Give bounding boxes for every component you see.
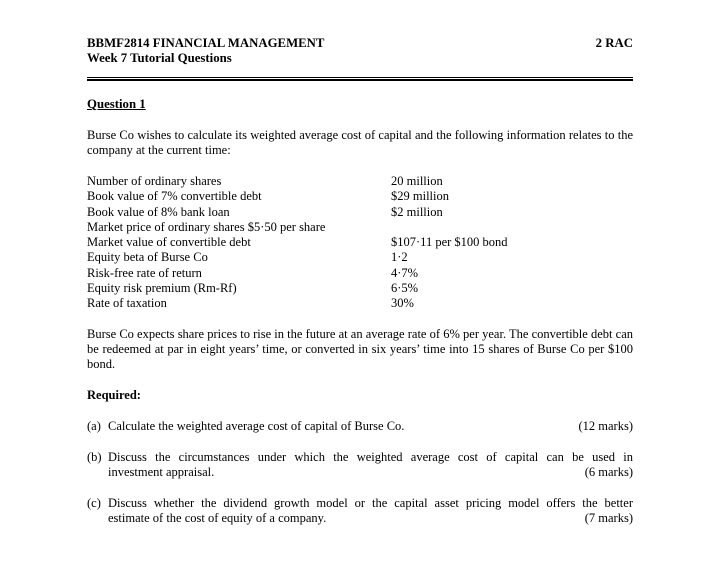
- fact-row: [87, 205, 633, 220]
- fact-row: [87, 220, 633, 235]
- fact-label: Equity risk premium (Rm-Rf): [87, 281, 237, 296]
- share-price-expectation: Burse Co expects share prices to rise in the future at an average rate of 6% per year. The convertible debt can be redeemed at par in eight years’ time, or converted in six years’ time into 15 shares of Burse Co per $100 bond.: [87, 327, 633, 371]
- fact-value: $2 million: [391, 204, 443, 219]
- part-text-line1: Discuss whether the dividend growth model or the capital asset pricing model offers the better: [108, 496, 633, 510]
- fact-row: [87, 296, 633, 311]
- fact-label: Book value of 8% bank loan: [87, 204, 230, 219]
- fact-value: $107·11 per $100 bond: [391, 235, 508, 250]
- part-text-line2: estimate of the cost of equity of a company.: [108, 511, 327, 525]
- fact-row: [87, 235, 633, 250]
- fact-label: Book value of 7% convertible debt: [87, 189, 262, 204]
- question-title: Question 1: [87, 97, 146, 111]
- fact-row: [87, 266, 633, 281]
- fact-value: 1·2: [391, 250, 408, 265]
- part-b: [87, 450, 633, 480]
- part-marks: (6 marks): [584, 465, 633, 479]
- fact-row: [87, 281, 633, 296]
- fact-label: Market value of convertible debt: [87, 235, 251, 250]
- fact-label: Equity beta of Burse Co: [87, 250, 208, 265]
- part-text-line2: investment appraisal.: [108, 465, 215, 479]
- tutorial-subtitle: Week 7 Tutorial Questions: [87, 51, 232, 65]
- part-text-line1: Discuss the circumstances under which the weighted average cost of capital can be used in: [108, 450, 633, 464]
- question-intro: Burse Co wishes to calculate its weighted average cost of capital and the following information relates to the company at the current time:: [87, 128, 633, 157]
- part-letter: (b): [87, 450, 102, 464]
- part-a: [87, 419, 633, 434]
- fact-row: [87, 174, 633, 189]
- document-header: [87, 36, 633, 66]
- course-code: 2 RAC: [595, 36, 633, 50]
- part-c: [87, 496, 633, 526]
- required-heading: Required:: [87, 388, 141, 402]
- fact-row: [87, 250, 633, 265]
- facts-table: [87, 174, 633, 312]
- part-letter: (c): [87, 496, 101, 510]
- part-text: Calculate the weighted average cost of capital of Burse Co.: [108, 419, 405, 433]
- fact-value: 20 million: [391, 174, 443, 188]
- fact-value: $29 million: [391, 189, 449, 204]
- course-title: BBMF2814 FINANCIAL MANAGEMENT: [87, 36, 325, 50]
- fact-label: Rate of taxation: [87, 296, 167, 311]
- fact-value: 4·7%: [391, 265, 419, 280]
- fact-row: [87, 189, 633, 204]
- header-rule: [87, 77, 633, 81]
- fact-value: 30%: [391, 296, 414, 311]
- fact-label: Number of ordinary shares: [87, 174, 222, 188]
- fact-label: Market price of ordinary shares $5·50 per share: [87, 219, 326, 234]
- fact-label: Risk-free rate of return: [87, 265, 202, 280]
- part-marks: (7 marks): [584, 511, 633, 525]
- part-marks: (12 marks): [578, 419, 633, 433]
- fact-value: 6·5%: [391, 281, 419, 296]
- part-letter: (a): [87, 419, 101, 433]
